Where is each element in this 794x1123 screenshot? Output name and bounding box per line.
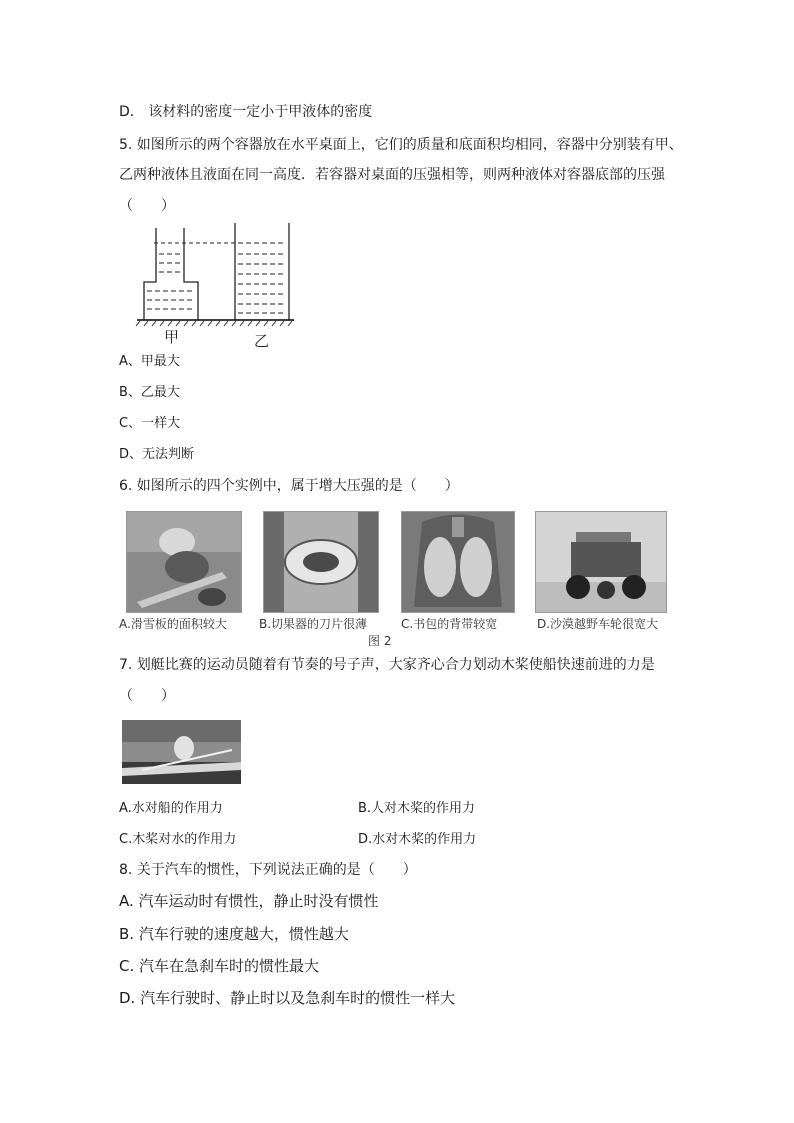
photo-ski-board xyxy=(126,511,242,613)
q5-option-a: A、甲最大 xyxy=(119,354,180,369)
caption-c: C.书包的背带较宽 xyxy=(401,617,498,631)
label-jia: 甲 xyxy=(164,328,180,346)
q8-option-b: B. 汽车行驶的速度越大，惯性越大 xyxy=(119,925,349,943)
label-yi: 乙 xyxy=(254,332,270,350)
caption-d: D.沙漠越野车轮很宽大 xyxy=(537,617,659,631)
photo-fruit-cutter xyxy=(263,511,379,613)
photo-rowing xyxy=(122,720,241,784)
q7-option-c: C.木桨对水的作用力 xyxy=(119,832,237,847)
q5-option-c: C、一样大 xyxy=(119,416,181,431)
caption-b: B.切果器的刀片很薄 xyxy=(259,617,368,631)
q5-answer-paren: （ ） xyxy=(119,198,175,214)
q7-answer-paren: （ ） xyxy=(119,688,175,704)
figure-label: 图 2 xyxy=(368,634,392,648)
photo-backpack xyxy=(401,511,515,613)
caption-a: A.滑雪板的面积较大 xyxy=(119,617,227,631)
q6-stem: 6. 如图所示的四个实例中，属于增大压强的是（ ） xyxy=(119,478,459,494)
q7-option-b: B.人对木桨的作用力 xyxy=(358,801,476,816)
q8-option-c: C. 汽车在急刹车时的惯性最大 xyxy=(119,957,320,975)
container-jia xyxy=(144,228,156,320)
q8-stem: 8. 关于汽车的惯性，下列说法正确的是（ ） xyxy=(119,862,417,878)
q4-option-d: D． 该材料的密度一定小于甲液体的密度 xyxy=(119,104,373,120)
q5-option-d: D、无法判断 xyxy=(119,447,195,462)
photo-desert-vehicle xyxy=(535,511,667,613)
q7-option-a: A.水对船的作用力 xyxy=(119,801,223,816)
q8-option-d: D. 汽车行驶时、静止时以及急刹车时的惯性一样大 xyxy=(119,989,456,1007)
q7-option-d: D.水对木桨的作用力 xyxy=(358,832,477,847)
q5-container-diagram xyxy=(134,218,299,352)
q5-stem-line2: 乙两种液体且液面在同一高度．若容器对桌面的压强相等，则两种液体对容器底部的压强 xyxy=(119,167,665,183)
q5-option-b: B、乙最大 xyxy=(119,385,180,400)
q7-stem: 7. 划艇比赛的运动员随着有节奏的号子声，大家齐心合力划动木桨使船快速前进的力是 xyxy=(119,657,655,673)
q8-option-a: A. 汽车运动时有惯性，静止时没有惯性 xyxy=(119,892,379,910)
q5-stem-line1: 5. 如图所示的两个容器放在水平桌面上，它们的质量和底面积均相同，容器中分别装有甲、 xyxy=(119,137,683,153)
